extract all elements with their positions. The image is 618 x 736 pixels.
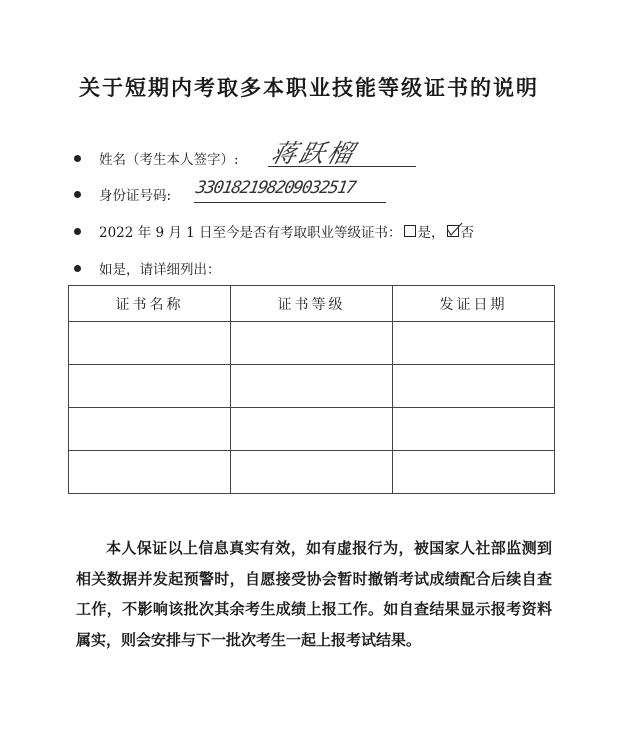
- bullet-icon: [74, 265, 81, 272]
- list-prompt-row: [74, 255, 221, 281]
- bullet-icon: [74, 228, 81, 235]
- table-cell[interactable]: [69, 408, 231, 451]
- document-title: 关于短期内考取多本职业技能等级证书的说明: [79, 75, 539, 100]
- statement-block: [76, 533, 552, 655]
- header-cert-name: 证书名称: [69, 286, 231, 322]
- header-issue-date: 发证日期: [393, 286, 555, 322]
- header-cert-level: 证书等级: [231, 286, 393, 322]
- table-row: [69, 451, 555, 494]
- certificate-table: [68, 285, 555, 494]
- checkbox-yes[interactable]: [404, 225, 416, 237]
- table-row: [69, 322, 555, 365]
- table-cell[interactable]: [69, 451, 231, 494]
- option-yes-label: 是，: [417, 225, 445, 241]
- checkbox-no[interactable]: [447, 225, 459, 237]
- table-cell[interactable]: [231, 365, 393, 408]
- table-row: [69, 365, 555, 408]
- signature: 蒋跃榴: [268, 139, 360, 168]
- question-label: 2022 年 9 月 1 日至今是否有考取职业等级证书：: [99, 225, 402, 241]
- table-cell[interactable]: [393, 365, 555, 408]
- question-row: [74, 218, 474, 244]
- table-cell[interactable]: [231, 322, 393, 365]
- table-cell[interactable]: [393, 408, 555, 451]
- name-label: 姓名（考生本人签字）:: [99, 152, 239, 168]
- table-cell[interactable]: [69, 322, 231, 365]
- table-cell[interactable]: [69, 365, 231, 408]
- table-cell[interactable]: [393, 322, 555, 365]
- id-underline: [194, 202, 386, 203]
- bullet-icon: [74, 191, 81, 198]
- id-label: 身份证号码:: [99, 188, 172, 204]
- list-prompt: 如是，请详细列出：: [99, 262, 221, 278]
- table-row: [69, 408, 555, 451]
- bullet-icon: [74, 155, 81, 162]
- table-header-row: [69, 286, 555, 322]
- checkmark-icon: [447, 222, 463, 238]
- statement-text: 本人保证以上信息真实有效，如有虚报行为，被国家人社部监测到相关数据并发起预警时，自愿接受协会暂时撤销考试成绩配合后续自查工作，不影响该批次其余考生成绩上报工作。如自查结果显示报考资料属实，则会安排与下一批次考生一起上报考试结果。: [76, 539, 552, 649]
- table-cell[interactable]: [231, 451, 393, 494]
- table-cell[interactable]: [393, 451, 555, 494]
- table-cell[interactable]: [231, 408, 393, 451]
- name-row: [74, 145, 239, 171]
- option-no-label: 否: [460, 225, 474, 241]
- id-row: [74, 181, 171, 207]
- id-number-handwritten: 330182198209032517: [194, 178, 357, 198]
